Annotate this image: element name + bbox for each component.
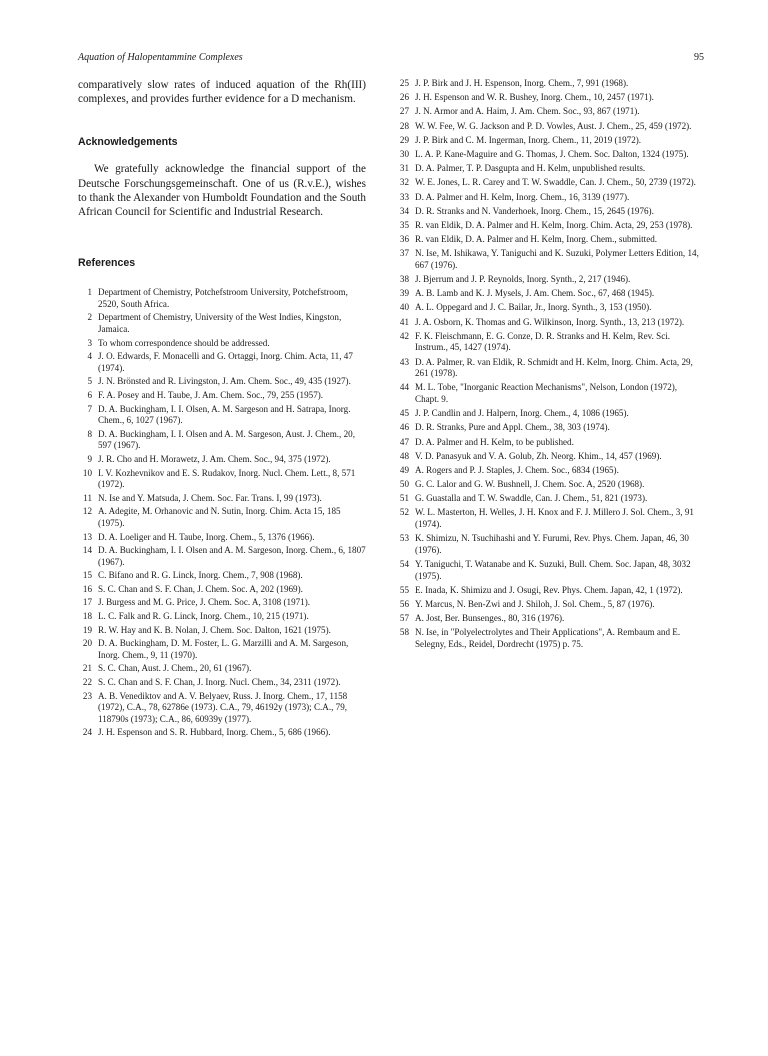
reference-number: 28: [399, 120, 409, 131]
reference-number: 7: [87, 403, 92, 414]
reference-text: D. A. Palmer, R. van Eldik, R. Schmidt and H. Kelm, Inorg. Chim. Acta, 29, 261 (1978).: [415, 356, 693, 379]
reference-item: [78, 376, 366, 388]
reference-number: 41: [399, 316, 409, 327]
reference-item: [78, 468, 366, 491]
reference-text: N. Ise and Y. Matsuda, J. Chem. Soc. Far. Trans. I, 99 (1973).: [98, 492, 322, 503]
reference-text: Department of Chemistry, Potchefstroom University, Potchefstroom, 2520, South Africa.: [98, 287, 348, 309]
reference-number: 47: [399, 436, 409, 447]
reference-item: [395, 149, 700, 161]
reference-number: 40: [399, 302, 409, 313]
reference-item: [395, 331, 700, 354]
reference-text: J. N. Brönsted and R. Livingston, J. Am. Chem. Soc., 49, 435 (1927).: [98, 376, 351, 387]
reference-number: 11: [83, 492, 92, 503]
reference-number: 43: [399, 356, 409, 367]
reference-text: V. D. Panasyuk and V. A. Golub, Zh. Neorg. Khim., 14, 457 (1969).: [415, 450, 662, 461]
reference-number: 34: [399, 205, 409, 216]
reference-text: K. Shimizu, N. Tsuchihashi and Y. Furumi, Rev. Phys. Chem. Japan, 46, 30 (1976).: [415, 533, 689, 555]
reference-text: G. Guastalla and T. W. Swaddle, Can. J. Chem., 51, 821 (1973).: [415, 493, 648, 504]
reference-number: 57: [399, 613, 409, 624]
reference-number: 50: [399, 479, 409, 490]
reference-number: 8: [87, 428, 92, 439]
reference-item: [395, 585, 700, 597]
reference-item: [78, 287, 366, 310]
reference-item: [78, 611, 366, 623]
reference-number: 14: [82, 545, 92, 556]
reference-number: 37: [399, 248, 409, 259]
reference-text: S. C. Chan and S. F. Chan, J. Inorg. Nucl. Chem., 34, 2311 (1972).: [98, 677, 341, 688]
reference-text: J. N. Armor and A. Haim, J. Am. Chem. Soc., 93, 867 (1971).: [415, 106, 640, 117]
reference-item: [78, 312, 366, 335]
reference-item: [78, 545, 366, 568]
reference-text: F. K. Fleischmann, E. G. Conze, D. R. Stranks and H. Kelm, Rev. Sci. Instrum., 45, 1427 (1974).: [415, 330, 671, 353]
reference-number: 17: [82, 597, 92, 608]
reference-text: S. C. Chan and S. F. Chan, J. Chem. Soc. A, 202 (1969).: [98, 583, 303, 594]
reference-number: 12: [82, 506, 92, 517]
reference-item: [395, 248, 700, 271]
reference-text: J. A. Osborn, K. Thomas and G. Wilkinson, Inorg. Synth., 13, 213 (1972).: [415, 316, 685, 327]
reference-number: 33: [399, 191, 409, 202]
reference-item: [395, 422, 700, 434]
reference-text: E. Inada, K. Shimizu and J. Osugi, Rev. Phys. Chem. Japan, 42, 1 (1972).: [415, 584, 683, 595]
reference-text: Y. Taniguchi, T. Watanabe and K. Suzuki, Bull. Chem. Soc. Japan, 48, 3032 (1975).: [415, 559, 691, 581]
reference-item: [395, 121, 700, 133]
reference-number: 26: [399, 92, 409, 103]
reference-number: 55: [399, 584, 409, 595]
reference-item: [395, 78, 700, 90]
reference-item: [78, 506, 366, 529]
reference-item: [395, 274, 700, 286]
reference-item: [78, 390, 366, 402]
reference-item: [395, 533, 700, 556]
reference-text: J. Burgess and M. G. Price, J. Chem. Soc. A, 3108 (1971).: [98, 597, 311, 608]
reference-number: 53: [399, 533, 409, 544]
reference-number: 49: [399, 464, 409, 475]
reference-text: W. L. Masterton, H. Welles, J. H. Knox and F. J. Millero J. Sol. Chem., 3, 91 (1974).: [415, 507, 694, 530]
reference-number: 4: [87, 351, 92, 362]
reference-item: [395, 408, 700, 420]
reference-number: 36: [399, 234, 409, 245]
reference-item: [78, 570, 366, 582]
reference-text: A. Jost, Ber. Bunsenges., 80, 316 (1976).: [415, 613, 565, 624]
reference-text: W. W. Fee, W. G. Jackson and P. D. Vowles, Aust. J. Chem., 25, 459 (1972).: [415, 120, 692, 131]
reference-number: 24: [82, 727, 92, 738]
reference-text: C. Bifano and R. G. Linck, Inorg. Chem., 7, 908 (1968).: [98, 570, 303, 581]
reference-text: D. A. Buckingham, D. M. Foster, L. G. Marzilli and A. M. Sargeson, Inorg. Chem., 9, 11 (1970).: [98, 638, 349, 660]
reference-item: [395, 357, 700, 380]
reference-text: D. R. Stranks, Pure and Appl. Chem., 38, 303 (1974).: [415, 422, 610, 433]
reference-number: 46: [399, 422, 409, 433]
reference-item: [395, 613, 700, 625]
reference-text: Y. Marcus, N. Ben-Zwi and J. Shiloh, J. Sol. Chem., 5, 87 (1976).: [415, 598, 655, 609]
left-column: [78, 78, 366, 741]
reference-item: [395, 177, 700, 189]
reference-item: [78, 691, 366, 726]
reference-item: [78, 338, 366, 350]
reference-number: 21: [82, 663, 92, 674]
reference-number: 6: [87, 389, 92, 400]
reference-item: [78, 625, 366, 637]
reference-item: [78, 351, 366, 374]
reference-item: [395, 627, 700, 650]
reference-number: 38: [399, 274, 409, 285]
reference-item: [78, 677, 366, 689]
reference-text: J. P. Birk and J. H. Espenson, Inorg. Chem., 7, 991 (1968).: [415, 78, 629, 88]
reference-item: [395, 163, 700, 175]
reference-text: D. A. Buckingham, I. I. Olsen and A. M. Sargeson, Aust. J. Chem., 20, 597 (1967).: [98, 428, 355, 451]
reference-number: 23: [82, 690, 92, 701]
reference-number: 3: [87, 337, 92, 348]
reference-text: L. C. Falk and R. G. Linck, Inorg. Chem., 10, 215 (1971).: [98, 611, 309, 622]
reference-text: I. V. Kozhevnikov and E. S. Rudakov, Inorg. Nucl. Chem. Lett., 8, 571 (1972).: [98, 467, 356, 490]
reference-number: 44: [399, 382, 409, 393]
reference-item: [395, 234, 700, 246]
reference-number: 13: [82, 531, 92, 542]
reference-item: [78, 493, 366, 505]
reference-number: 35: [399, 219, 409, 230]
reference-text: N. Ise, in "Polyelectrolytes and Their Applications", A. Rembaum and E. Selegny, Eds., Reidel, Dordrecht (1975) p. 75.: [415, 627, 681, 649]
reference-item: [78, 597, 366, 609]
reference-item: [395, 437, 700, 449]
reference-item: [395, 106, 700, 118]
reference-text: J. O. Edwards, F. Monacelli and G. Ortaggi, Inorg. Chim. Acta, 11, 47 (1974).: [98, 351, 353, 373]
reference-item: [78, 532, 366, 544]
reference-item: [395, 192, 700, 204]
reference-number: 39: [399, 288, 409, 299]
reference-text: A. Rogers and P. J. Staples, J. Chem. Soc., 6834 (1965).: [415, 464, 619, 475]
running-head: Aquation of Halopentammine Complexes: [78, 52, 243, 63]
reference-item: [395, 493, 700, 505]
reference-item: [78, 638, 366, 661]
reference-number: 16: [82, 583, 92, 594]
reference-item: [395, 559, 700, 582]
reference-text: J. H. Espenson and W. R. Bushey, Inorg. Chem., 10, 2457 (1971).: [415, 92, 654, 103]
reference-number: 15: [82, 570, 92, 581]
reference-number: 20: [82, 638, 92, 649]
reference-number: 51: [399, 493, 409, 504]
page-number: 95: [694, 52, 704, 63]
reference-number: 2: [87, 312, 92, 323]
reference-number: 9: [87, 453, 92, 464]
reference-text: N. Ise, M. Ishikawa, Y. Taniguchi and K. Suzuki, Polymer Letters Edition, 14, 667 (1976).: [415, 248, 699, 270]
reference-text: R. van Eldik, D. A. Palmer and H. Kelm, Inorg. Chem., submitted.: [415, 234, 658, 245]
reference-number: 10: [82, 467, 92, 478]
reference-list-right: [395, 78, 700, 651]
reference-item: [395, 135, 700, 147]
reference-text: J. Bjerrum and J. P. Reynolds, Inorg. Synth., 2, 217 (1946).: [415, 274, 631, 285]
reference-text: D. A. Palmer, T. P. Dasgupta and H. Kelm, unpublished results.: [415, 163, 646, 174]
reference-number: 27: [399, 106, 409, 117]
reference-text: Department of Chemistry, University of the West Indies, Kingston, Jamaica.: [98, 312, 342, 334]
reference-item: [395, 451, 700, 463]
reference-text: D. A. Buckingham, I. I. Olsen and A. M. Sargeson, Inorg. Chem., 6, 1807 (1967).: [98, 545, 366, 567]
reference-number: 29: [399, 134, 409, 145]
reference-item: [78, 727, 366, 739]
acknowledgements-heading: Acknowledgements: [78, 136, 178, 149]
reference-item: [78, 429, 366, 452]
reference-number: 1: [87, 287, 92, 298]
reference-item: [395, 288, 700, 300]
reference-item: [395, 206, 700, 218]
reference-text: D. R. Stranks and N. Vanderhoek, Inorg. Chem., 15, 2645 (1976).: [415, 205, 654, 216]
reference-text: J. R. Cho and H. Morawetz, J. Am. Chem. Soc., 94, 375 (1972).: [98, 453, 331, 464]
reference-text: L. A. P. Kane-Maguire and G. Thomas, J. Chem. Soc. Dalton, 1324 (1975).: [415, 148, 689, 159]
reference-number: 56: [399, 598, 409, 609]
reference-item: [78, 404, 366, 427]
reference-text: A. L. Oppegard and J. C. Bailar, Jr., Inorg. Synth., 3, 153 (1950).: [415, 302, 652, 313]
reference-text: R. van Eldik, D. A. Palmer and H. Kelm, Inorg. Chim. Acta, 29, 253 (1978).: [415, 219, 693, 230]
intro-paragraph: comparatively slow rates of induced aquation of the Rh(III) complexes, and provides further evidence for a D mechanism.: [78, 79, 366, 106]
reference-item: [395, 382, 700, 405]
reference-text: J. H. Espenson and S. R. Hubbard, Inorg. Chem., 5, 686 (1966).: [98, 727, 331, 738]
reference-number: 25: [399, 78, 409, 88]
reference-text: S. C. Chan, Aust. J. Chem., 20, 61 (1967).: [98, 663, 252, 674]
reference-number: 30: [399, 148, 409, 159]
reference-item: [395, 479, 700, 491]
reference-text: J. P. Birk and C. M. Ingerman, Inorg. Chem., 11, 2019 (1972).: [415, 134, 642, 145]
reference-text: D. A. Palmer and H. Kelm, to be published.: [415, 436, 574, 447]
references-heading: References: [78, 257, 136, 270]
reference-text: D. A. Buckingham, I. I. Olsen, A. M. Sargeson and H. Satrapa, Inorg. Chem., 6, 1027 (1967).: [98, 403, 351, 426]
reference-item: [78, 584, 366, 596]
reference-number: 19: [82, 624, 92, 635]
reference-item: [395, 507, 700, 530]
right-column: [395, 78, 700, 653]
reference-item: [395, 465, 700, 477]
reference-text: F. A. Posey and H. Taube, J. Am. Chem. Soc., 79, 255 (1957).: [98, 389, 324, 400]
reference-number: 58: [399, 627, 409, 638]
reference-number: 45: [399, 408, 409, 419]
reference-number: 32: [399, 177, 409, 188]
reference-text: R. W. Hay and K. B. Nolan, J. Chem. Soc. Dalton, 1621 (1975).: [98, 624, 331, 635]
reference-number: 22: [82, 677, 92, 688]
reference-text: D. A. Palmer and H. Kelm, Inorg. Chem., 16, 3139 (1977).: [415, 191, 630, 202]
reference-number: 42: [399, 330, 409, 341]
reference-item: [395, 220, 700, 232]
reference-text: To whom correspondence should be addressed.: [98, 337, 270, 348]
reference-item: [395, 317, 700, 329]
reference-item: [395, 302, 700, 314]
reference-number: 18: [82, 611, 92, 622]
reference-item: [395, 599, 700, 611]
reference-text: J. P. Candlin and J. Halpern, Inorg. Chem., 4, 1086 (1965).: [415, 408, 629, 419]
reference-text: A. B. Lamb and K. J. Mysels, J. Am. Chem. Soc., 67, 468 (1945).: [415, 288, 655, 299]
reference-text: D. A. Loeliger and H. Taube, Inorg. Chem., 5, 1376 (1966).: [98, 531, 315, 542]
reference-list-left: [78, 287, 366, 739]
reference-text: W. E. Jones, L. R. Carey and T. W. Swaddle, Can. J. Chem., 50, 2739 (1972).: [415, 177, 696, 188]
reference-number: 5: [87, 376, 92, 387]
reference-text: A. B. Venediktov and A. V. Belyaev, Russ. J. Inorg. Chem., 17, 1158 (1972), C.A., 78, 62786e (1973). C.A., 79, 46192y (1973); C.A., 79, 118790s (1973); C.A., 86, 60939y (1977).: [98, 690, 348, 724]
reference-number: 48: [399, 450, 409, 461]
reference-text: A. Adegite, M. Orhanovic and N. Sutin, Inorg. Chim. Acta 15, 185 (1975).: [98, 506, 341, 528]
reference-item: [78, 663, 366, 675]
reference-item: [78, 454, 366, 466]
reference-number: 54: [399, 559, 409, 569]
acknowledgements-text: We gratefully acknowledge the financial support of the Deutsche Forschungsgemeinschaft. One of us (R.v.E.), wishes to thank the Alexander von Humboldt Foundation and the South African Council for Scientific and Industrial Research.: [78, 163, 366, 219]
reference-text: M. L. Tobe, "Inorganic Reaction Mechanisms", Nelson, London (1972), Chapt. 9.: [415, 382, 678, 404]
reference-item: [395, 92, 700, 104]
reference-number: 52: [399, 507, 409, 518]
reference-text: G. C. Lalor and G. W. Bushnell, J. Chem. Soc. A, 2520 (1968).: [415, 479, 645, 490]
reference-number: 31: [399, 163, 409, 174]
